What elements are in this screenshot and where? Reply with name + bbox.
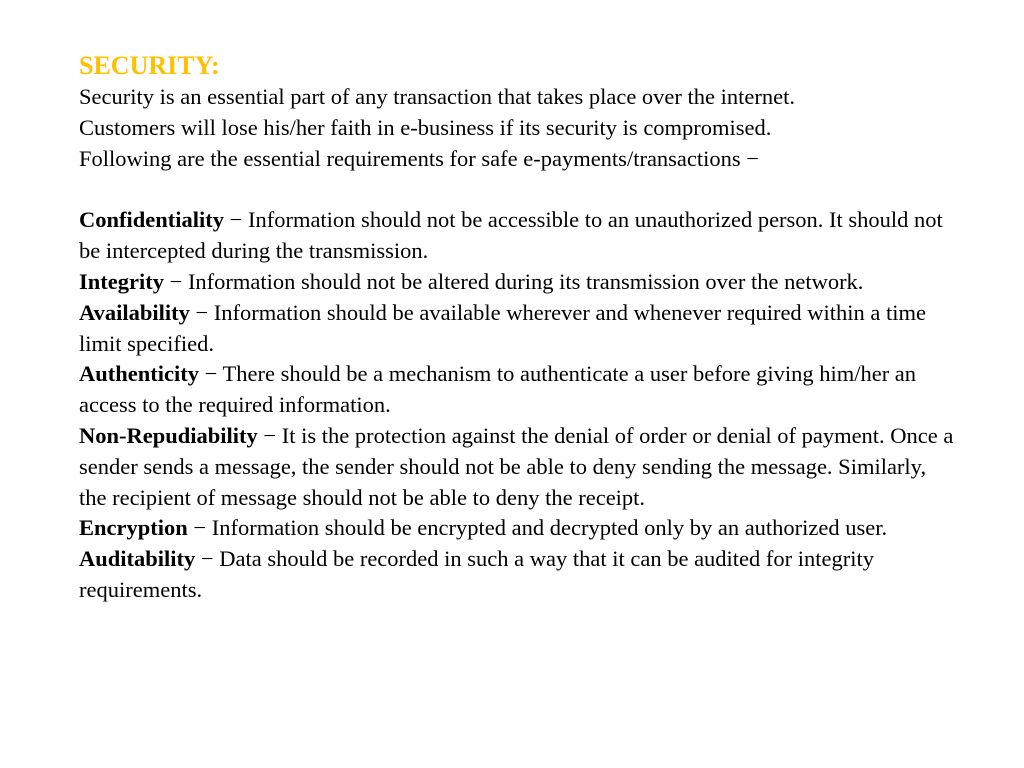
separator: − xyxy=(189,299,214,325)
requirement-text: Data should be recorded in such a way that it can be audited for integrity requirements. xyxy=(79,546,875,602)
requirement-text: There should be a mechanism to authenticate a user before giving him/her an access to the required information. xyxy=(79,361,917,418)
separator: − xyxy=(257,422,282,448)
requirement-auditability xyxy=(79,544,959,606)
requirement-term: Authenticity xyxy=(79,361,199,387)
requirement-term: Non-Repudiability xyxy=(79,422,258,448)
spacer xyxy=(79,174,959,205)
separator: − xyxy=(163,268,188,294)
requirement-text: Information should be available wherever and whenever required within a time limit specified. xyxy=(79,299,927,356)
requirement-non-repudiability xyxy=(79,421,959,513)
requirement-integrity xyxy=(79,267,959,298)
requirement-term: Availability xyxy=(79,299,190,325)
intro-line: Customers will lose his/her faith in e-business if its security is compromised. xyxy=(79,114,772,140)
requirement-term: Integrity xyxy=(79,268,164,294)
requirement-text: Information should not be altered during its transmission over the network. xyxy=(187,268,864,294)
separator: − xyxy=(199,361,223,387)
requirement-text: It is the protection against the denial of order or denial of payment. Once a sender sends a message, the sender should not be able to deny sending the message. Similarly, the recipient of message should not be able to deny the receipt. xyxy=(79,422,954,510)
requirement-term: Confidentiality xyxy=(79,207,225,233)
requirement-text: Information should not be accessible to an unauthorized person. It should not be intercepted during the transmission. xyxy=(79,207,943,264)
requirement-text: Information should be encrypted and decrypted only by an authorized user. xyxy=(211,515,888,541)
intro-line: Security is an essential part of any transaction that takes place over the internet. xyxy=(79,84,795,109)
slide-content xyxy=(79,50,959,606)
separator: − xyxy=(195,546,220,572)
requirement-confidentiality xyxy=(79,205,959,267)
separator: − xyxy=(187,515,212,541)
requirement-term: Encryption xyxy=(79,515,188,541)
requirement-term: Auditability xyxy=(79,546,196,572)
intro-line: Following are the essential requirements for safe e-payments/transactions − xyxy=(79,145,759,171)
requirement-encryption xyxy=(79,513,959,544)
requirement-availability xyxy=(79,298,959,360)
requirement-authenticity xyxy=(79,359,959,421)
requirements-list xyxy=(79,205,959,605)
section-heading: SECURITY: xyxy=(79,51,220,80)
separator: − xyxy=(224,207,248,233)
intro-block xyxy=(79,82,959,174)
